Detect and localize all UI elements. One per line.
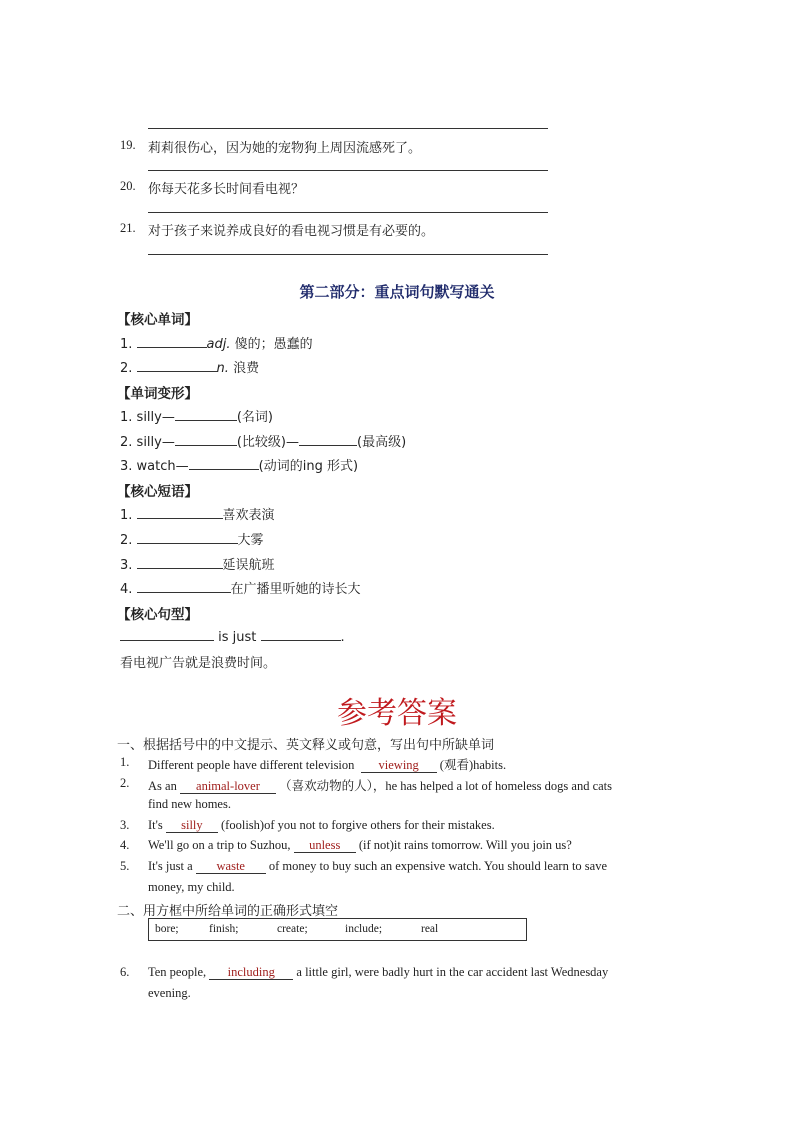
fill-blank[interactable] (137, 531, 238, 544)
answer-word: including (209, 965, 293, 980)
section-title: 第二部分：重点词句默写通关 (299, 283, 495, 301)
question-number: 19. (120, 138, 136, 152)
answer-line[interactable] (148, 212, 548, 213)
sentence-continuation: money, my child. (148, 880, 235, 894)
answer-line[interactable] (148, 128, 548, 129)
answer-word: unless (294, 838, 356, 853)
box-word: include; (345, 923, 383, 935)
answer-line[interactable] (148, 254, 548, 255)
sentence-pattern (120, 628, 345, 645)
sentence-translation: 看电视广告就是浪费时间。 (120, 656, 277, 671)
phrase-item (120, 504, 275, 523)
item-number: 3. (120, 558, 133, 573)
sentence-before: Ten people, (148, 965, 207, 979)
answer-number: 2. (120, 776, 130, 790)
word-form-item (120, 431, 406, 450)
fill-blank[interactable] (137, 580, 231, 593)
item-number: 2. (120, 361, 133, 376)
core-word-item (120, 333, 313, 352)
answer-sentence (148, 859, 607, 874)
box-word: finish; (209, 923, 239, 935)
answer-number: 6. (120, 965, 130, 979)
fill-blank[interactable] (137, 506, 223, 519)
box-word: real (421, 923, 439, 935)
sentence-before: Different people have different television (148, 758, 355, 772)
form-hint: (比较级)— (236, 435, 300, 450)
sentence-after: (foolish)of you not to forgive others for their mistakes. (221, 818, 495, 832)
answer-sentence (148, 755, 506, 773)
answer-word: silly (166, 818, 218, 833)
sentence-mid: is just (218, 630, 257, 645)
phrase-meaning: 在广播里听她的诗长大 (230, 582, 361, 597)
item-number: 1. (120, 337, 133, 352)
answer-word: animal-lover (180, 779, 276, 794)
core-phrases-header: 【核心短语】 (117, 484, 198, 500)
answers-title: 参考答案 (337, 696, 457, 731)
sentence-end: . (340, 630, 345, 645)
answer-sentence (148, 965, 608, 980)
sentence-continuation: find new homes. (148, 797, 231, 811)
question-number: 21. (120, 221, 136, 235)
item-number: 2. (120, 533, 133, 548)
sentence-after: a little girl, were badly hurt in the car accident last Wednesday (296, 965, 609, 979)
phrase-meaning: 延误航班 (222, 558, 275, 573)
word-meaning: 傻的；愚蠢的 (234, 337, 313, 352)
question-text: 你每天花多长时间看电视？ (148, 182, 305, 197)
form-hint: (最高级) (357, 435, 407, 450)
fill-blank[interactable] (299, 433, 357, 446)
core-word-item (120, 357, 259, 376)
core-words-header: 【核心单词】 (117, 312, 198, 328)
sentence-before: It's (148, 818, 163, 832)
sentence-before: It's just a (148, 859, 193, 873)
answer-word: waste (196, 859, 266, 874)
sentence-after: of money to buy such an expensive watch. You should learn to save (268, 859, 608, 873)
sentence-before: We'll go on a trip to Suzhou, (148, 838, 291, 852)
word-box (148, 918, 527, 941)
fill-blank[interactable] (189, 457, 259, 470)
question-text: 莉莉很伤心，因为她的宠物狗上周因流感死了。 (148, 141, 422, 156)
answer-number: 4. (120, 838, 130, 852)
sentence-continuation: evening. (148, 986, 191, 1000)
phrase-meaning: 大雾 (237, 533, 264, 548)
phrase-item (120, 578, 361, 597)
section-heading: 二、用方框中所给单词的正确形式填空 (117, 904, 339, 919)
box-word: create; (277, 923, 308, 935)
form-hint: (名词) (236, 410, 274, 425)
fill-blank[interactable] (175, 408, 237, 421)
sentence-before: As an (148, 779, 177, 793)
question-number: 20. (120, 179, 136, 193)
question-text: 对于孩子来说养成良好的看电视习惯是有必要的。 (148, 224, 435, 239)
base-word: watch— (136, 459, 189, 474)
item-number: 1. (120, 508, 133, 523)
fill-blank[interactable] (137, 359, 217, 372)
answer-word: viewing (361, 758, 437, 773)
item-number: 1. (120, 410, 133, 425)
form-hint: (动词的ing 形式) (258, 459, 359, 474)
base-word: silly— (136, 435, 175, 450)
answer-sentence (148, 776, 612, 794)
core-sentence-header: 【核心句型】 (117, 607, 198, 623)
word-form-item (120, 455, 358, 474)
fill-blank[interactable] (261, 628, 341, 641)
answer-line[interactable] (148, 170, 548, 171)
sentence-after: （喜欢动物的人），he has helped a lot of homeless dogs and cats (279, 779, 613, 793)
answer-sentence (148, 838, 572, 853)
word-meaning: 浪费 (233, 361, 260, 376)
answer-number: 5. (120, 859, 130, 873)
base-word: silly— (136, 410, 175, 425)
fill-blank[interactable] (175, 433, 237, 446)
fill-blank[interactable] (120, 628, 214, 641)
box-word: bore; (155, 923, 179, 935)
item-number: 4. (120, 582, 133, 597)
sentence-after: (观看)habits. (439, 758, 507, 772)
part-of-speech: n. (216, 361, 229, 376)
phrase-meaning: 喜欢表演 (222, 508, 275, 523)
phrase-item (120, 529, 264, 548)
answer-number: 1. (120, 755, 130, 769)
section-heading: 一、根据括号中的中文提示、英文释义或句意，写出句中所缺单词 (117, 738, 495, 753)
fill-blank[interactable] (137, 335, 207, 348)
answer-sentence (148, 818, 495, 833)
phrase-item (120, 554, 275, 573)
part-of-speech: adj. (206, 337, 231, 352)
answer-number: 3. (120, 818, 130, 832)
word-form-item (120, 406, 273, 425)
sentence-after: (if not)it rains tomorrow. Will you join us? (358, 838, 572, 852)
item-number: 3. (120, 459, 133, 474)
fill-blank[interactable] (137, 556, 223, 569)
item-number: 2. (120, 435, 133, 450)
word-forms-header: 【单词变形】 (117, 386, 198, 402)
